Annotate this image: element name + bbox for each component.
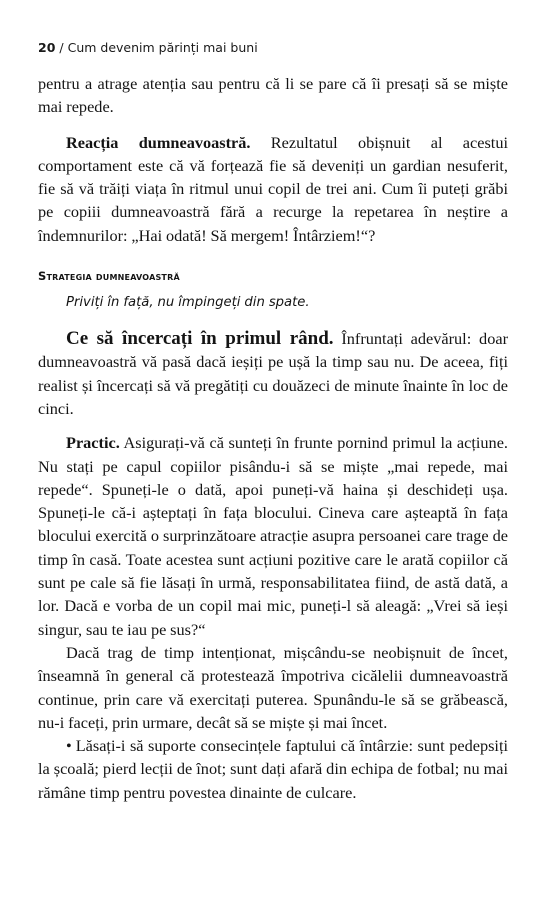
- first-try-lead: Ce să încercați în primul rând.: [66, 328, 334, 350]
- page-number: 20: [38, 40, 56, 55]
- paragraph-consequences: [38, 734, 508, 804]
- paragraph-practical: [38, 431, 508, 641]
- reaction-text: Rezultatul obișnuit al acestui comportament este că vă forțează fie să deveniți un gardian nesuferit, fie să vă trăiți viața în ritmul unui copil de trei ani. Cum îi puteți grăbi pe copiii dumneavoastră fără a recurge la repetarea în neștire a îndemnurilor: „Hai odată! Să mergem! Întârziem!“?: [38, 132, 508, 245]
- running-header: [38, 40, 508, 56]
- running-title: Cum devenim părinți mai buni: [67, 40, 258, 55]
- practical-text: Asigurați-vă că sunteți în frunte pornind primul la acțiune. Nu stați pe capul copiilor pisându-i să se miște „mai repede, mai repede“. Spuneți-le o dată, apoi puneți-vă haina și deschideți ușa. Spuneți-le că-i așteptați în fața blocului. Cineva care așteaptă în fața blocului exercită o surprinzătoare atracție asupra persoanei care trage de timp în casă. Toate acestea sunt acțiuni pozitive care le arată copiilor că sunt pe cale să fie lăsați în urmă, responsabilitatea fiind, de astă dată, a lor. Dacă e vorba de un copil mai mic, puneți-l să aleagă: „Vrei să ieși singur, sau te iau pe sus?“: [38, 433, 508, 639]
- paragraph-first-try: [38, 327, 508, 420]
- paragraph-continuation: pentru a atrage atenția sau pentru că li se pare că îi presați să se miște mai repede.: [38, 74, 508, 117]
- bullet-icon: •: [66, 736, 72, 756]
- strategy-heading: Strategia dumneavoastră: [38, 269, 180, 284]
- consequences-text: Lăsați-i să suporte consecințele faptului că întârzie: sunt pedepsiți la școală; pierd lecții de înot; sunt dați afară din echipa de fotbal; nu mai rămâne timp pentru povestea dinainte de culcare.: [38, 736, 508, 802]
- paragraph-deliberate: Dacă trag de timp intenționat, mișcându-se neobișnuit de încet, înseamnă în general că protestează împotriva cicălelii dumneavoastră continue, prin care vă exercitați puterea. Spunându-le să se grăbească, nu-i faceți, prin urmare, decât să se miște și mai încet.: [38, 642, 508, 732]
- practical-lead: Practic.: [66, 433, 120, 453]
- strategy-line: Priviți în față, nu împingeți din spate.: [66, 295, 310, 311]
- header-separator: /: [59, 40, 64, 55]
- paragraph-reaction: [38, 131, 508, 247]
- reaction-lead: Reacția dumneavoastră.: [66, 132, 251, 152]
- page-body: [38, 72, 508, 804]
- first-try-text: Înfruntați adevărul: doar dumneavoastră vă pasă dacă ieșiți pe ușă la timp sau nu. De aceea, fiți realist și încercați să vă pregătiți cu douăzeci de minute înainte în loc de cinci.: [38, 329, 508, 418]
- book-page: [38, 40, 508, 804]
